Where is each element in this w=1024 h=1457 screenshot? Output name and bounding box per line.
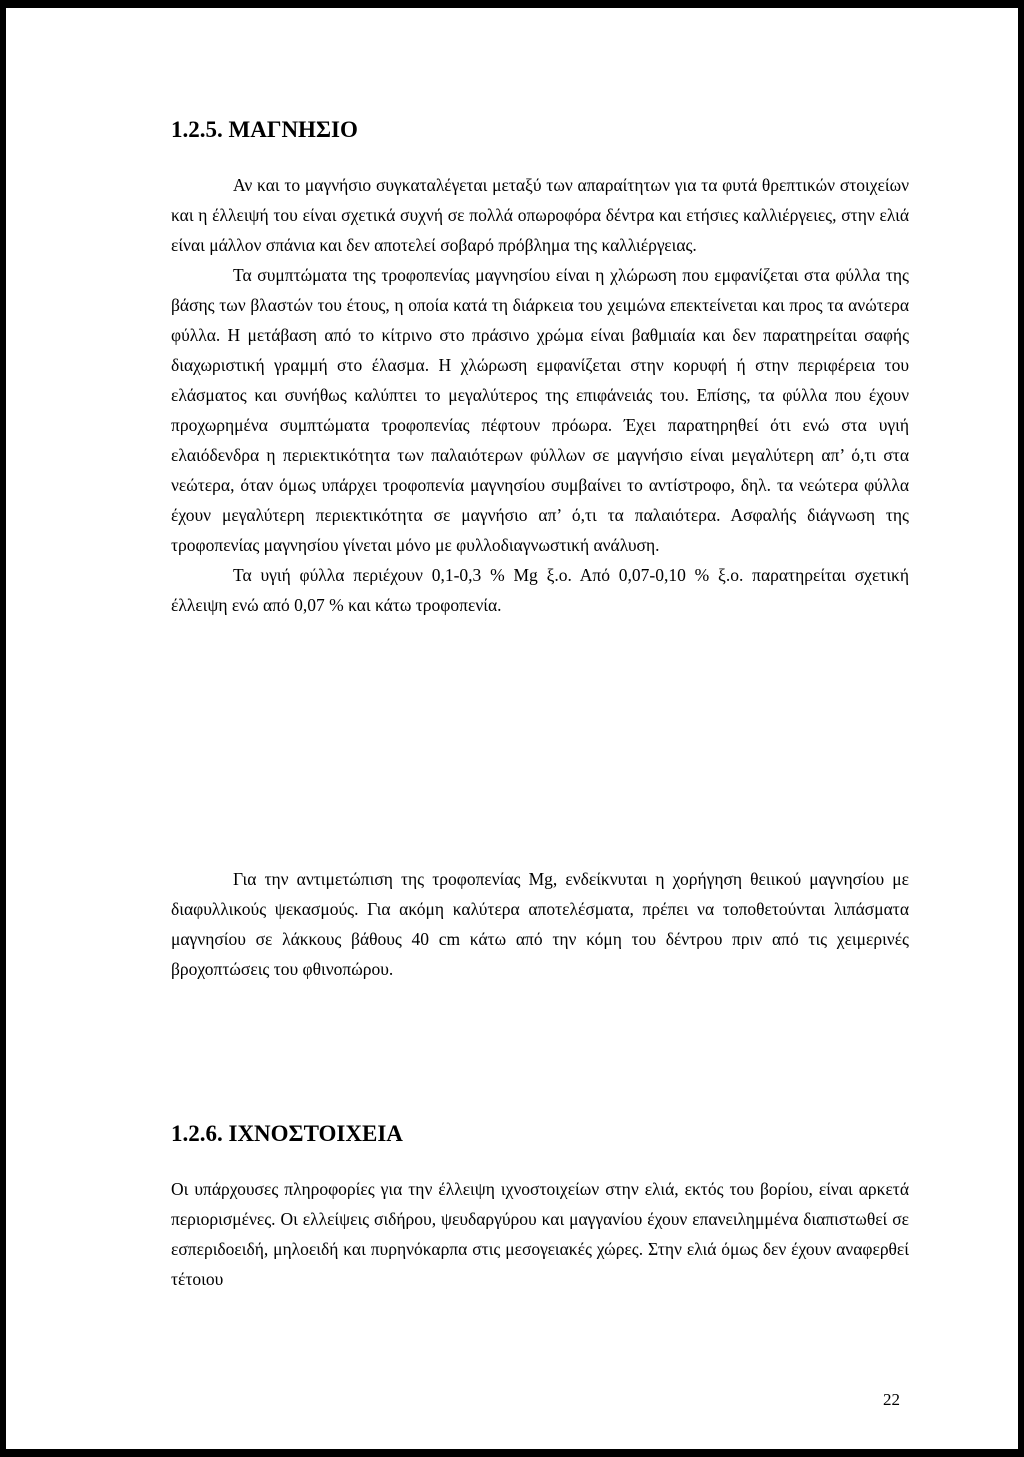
section-body-treatment bbox=[171, 864, 909, 984]
paragraph-symptoms: Τα συμπτώματα της τροφοπενίας μαγνησίου είναι η χλώρωση που εμφανίζεται στα φύλλα της βάσης των βλαστών του έτους, η οποία κατά τη διάρκεια του χειμώνα επεκτείνεται και προς τα ανώτερα φύλλα. Η μετάβαση από το κίτρινο στο πράσινο χρώμα είναι βαθμιαία και δεν παρατηρείται σαφής διαχωριστική γραμμή στο έλασμα. Η χλώρωση εμφανίζεται στην κορυφή ή στην περιφέρεια του ελάσματος και συνήθως καλύπτει το μεγαλύτερος της επιφάνειάς του. Επίσης, τα φύλλα που έχουν προχωρημένα συμπτώματα τροφοπενίας πέφτουν πρόωρα. Έχει παρατηρηθεί ότι ενώ στα υγιή ελαιόδενδρα η περιεκτικότητα των παλαιότερων φύλλων σε μαγνήσιο είναι μεγαλύτερη απ’ ό,τι στα νεώτερα, όταν όμως υπάρχει τροφοπενία μαγνησίου συμβαίνει το αντίστροφο, δηλ. τα νεώτερα φύλλα έχουν μεγαλύτερη περιεκτικότητα σε μαγνήσιο απ’ ό,τι τα παλαιότερα. Ασφαλής διάγνωση της τροφοπενίας μαγνησίου γίνεται μόνο με φυλλοδιαγνωστική ανάλυση. bbox=[171, 265, 909, 555]
section-body-magnesium bbox=[171, 170, 909, 620]
page-number: 22 bbox=[883, 1390, 900, 1409]
paragraph-intro: Αν και το μαγνήσιο συγκαταλέγεται μεταξύ των απαραίτητων για τα φυτά θρεπτικών στοιχείων και η έλλειψή του είναι σχετικά συχνή σε πολλά οπωροφόρα δέντρα και ετήσιες καλλιέργειες, στην ελιά είναι μάλλον σπάνια και δεν αποτελεί σοβαρό πρόβλημα της καλλιέργειας. bbox=[171, 175, 909, 255]
section-heading-trace-elements: 1.2.6. ΙΧΝΟΣΤΟΙΧΕΙΑ bbox=[171, 1121, 403, 1146]
section-heading-magnesium: 1.2.5. ΜΑΓΝΗΣΙΟ bbox=[171, 117, 358, 142]
paragraph-leaf-content: Τα υγιή φύλλα περιέχουν 0,1-0,3 % Mg ξ.ο. Από 0,07-0,10 % ξ.ο. παρατηρείται σχετική έλλειψη ενώ από 0,07 % και κάτω τροφοπενία. bbox=[171, 565, 909, 615]
paragraph-treatment: Για την αντιμετώπιση της τροφοπενίας Mg, ενδείκνυται η χορήγηση θειικού μαγνησίου με διαφυλλικούς ψεκασμούς. Για ακόμη καλύτερα αποτελέσματα, πρέπει να τοποθετούνται λιπάσματα μαγνησίου σε λάκκους βάθους 40 cm κάτω από την κόμη του δέντρου πριν από τις χειμερινές βροχοπτώσεις του φθινοπώρου. bbox=[171, 869, 909, 979]
section-body-trace-elements bbox=[171, 1174, 909, 1294]
paragraph-trace-elements: Οι υπάρχουσες πληροφορίες για την έλλειψη ιχνοστοιχείων στην ελιά, εκτός του βορίου, είναι αρκετά περιορισμένες. Οι ελλείψεις σιδήρου, ψευδαργύρου και μαγγανίου έχουν επανειλημμένα διαπιστωθεί σε εσπεριδοειδή, μηλοειδή και πυρηνόκαρπα στις μεσογειακές χώρες. Στην ελιά όμως δεν έχουν αναφερθεί τέτοιου bbox=[171, 1179, 909, 1289]
